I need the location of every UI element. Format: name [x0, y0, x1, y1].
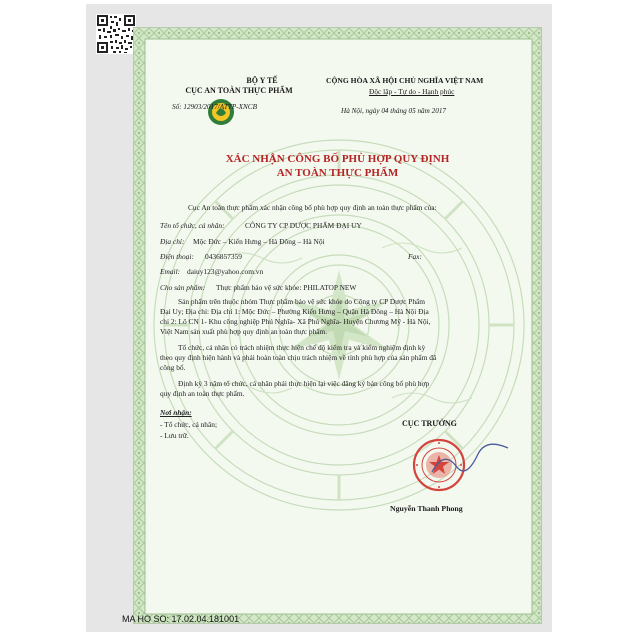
document-number: Số: 12903/2017/ATTP-XNCB	[172, 103, 257, 111]
national-motto: Độc lập - Tự do - Hạnh phúc	[369, 87, 455, 96]
fax-label: Fax:	[408, 252, 422, 261]
country-name: CỘNG HÒA XÃ HỘI CHỦ NGHĨA VIỆT NAM	[326, 76, 484, 85]
paragraph-1-line-2: Đại Uy; Địa chỉ: Địa chỉ 1: Mộc Đức – Phường Kiến Hưng – Quận Hà Đông – Hà Nội Địa	[160, 307, 429, 316]
document-title-line2: AN TOÀN THỰC PHẨM	[276, 167, 399, 179]
paragraph-3-line-2: quy định an toàn thực phẩm.	[160, 389, 245, 398]
department-name: CỤC AN TOÀN THỰC PHẨM	[185, 86, 293, 95]
address-label: Địa chỉ:	[160, 237, 185, 246]
paragraph-1-line-1: Sản phẩm trên thuộc nhóm Thực phẩm bảo vệ sức khỏe do Công ty CP Dược Phẩm	[178, 297, 426, 306]
org-label: Tên tổ chức, cá nhân:	[160, 221, 225, 230]
paragraph-2-line-3: công bố.	[160, 363, 186, 372]
recipients-label: Nơi nhận:	[160, 408, 192, 417]
product-value: Thực phẩm bảo vệ sức khỏe: PHILATOP NEW	[216, 283, 357, 292]
product-label: Cho sản phẩm:	[160, 283, 206, 292]
paragraph-2-line-1: Tổ chức, cá nhân có trách nhiệm thực hiện chế độ kiểm tra và kiểm nghiệm định kỳ	[178, 343, 426, 352]
signatory-name: Nguyễn Thanh Phong	[390, 504, 463, 513]
recipient-item-1: - Tổ chức, cá nhân;	[160, 420, 218, 429]
org-value: CÔNG TY CP DƯỢC PHẨM ĐẠI UY	[245, 221, 362, 230]
paragraph-1-line-4: Việt Nam sản xuất phù hợp quy định an toàn thực phẩm.	[160, 327, 328, 336]
issue-date: Hà Nội, ngày 04 tháng 05 năm 2017	[341, 107, 447, 115]
ministry-name: BỘ Y TẾ	[246, 76, 278, 85]
qr-code-icon	[96, 14, 136, 54]
phone-value: 0436857359	[205, 252, 242, 261]
paragraph-1-line-3: chỉ 2: Lô CN 1- Khu công nghiệp Phú Nghĩa- Xã Phú Nghĩa- Huyện Chương Mỹ - Hà Nội,	[160, 317, 431, 326]
recipient-item-2: - Lưu trữ.	[160, 431, 189, 440]
email-value: daiuy123@yahoo.com.vn	[187, 267, 264, 276]
paragraph-3-line-1: Định kỳ 3 năm tổ chức, cá nhân phải thực hiện lại việc đăng ký bản công bố phù hợp	[178, 379, 430, 388]
phone-label: Điện thoại:	[160, 252, 194, 261]
record-number: MA HO SO: 17.02.04.181001	[122, 614, 240, 624]
document-title-line1: XÁC NHẬN CÔNG BỐ PHÙ HỢP QUY ĐỊNH	[225, 153, 450, 165]
signature-stroke	[430, 442, 510, 482]
signatory-title: CỤC TRƯỞNG	[402, 419, 457, 428]
address-value: Mộc Đức – Kiến Hưng – Hà Đông – Hà Nội	[193, 237, 325, 246]
paragraph-2-line-2: theo quy định hiện hành và phải hoàn toàn chịu trách nhiệm về tính phù hợp của sản phẩm đã	[160, 353, 437, 362]
intro-text: Cục An toàn thực phẩm xác nhận công bố phù hợp quy định an toàn thực phẩm của:	[188, 203, 437, 212]
email-label: Email:	[160, 267, 181, 276]
